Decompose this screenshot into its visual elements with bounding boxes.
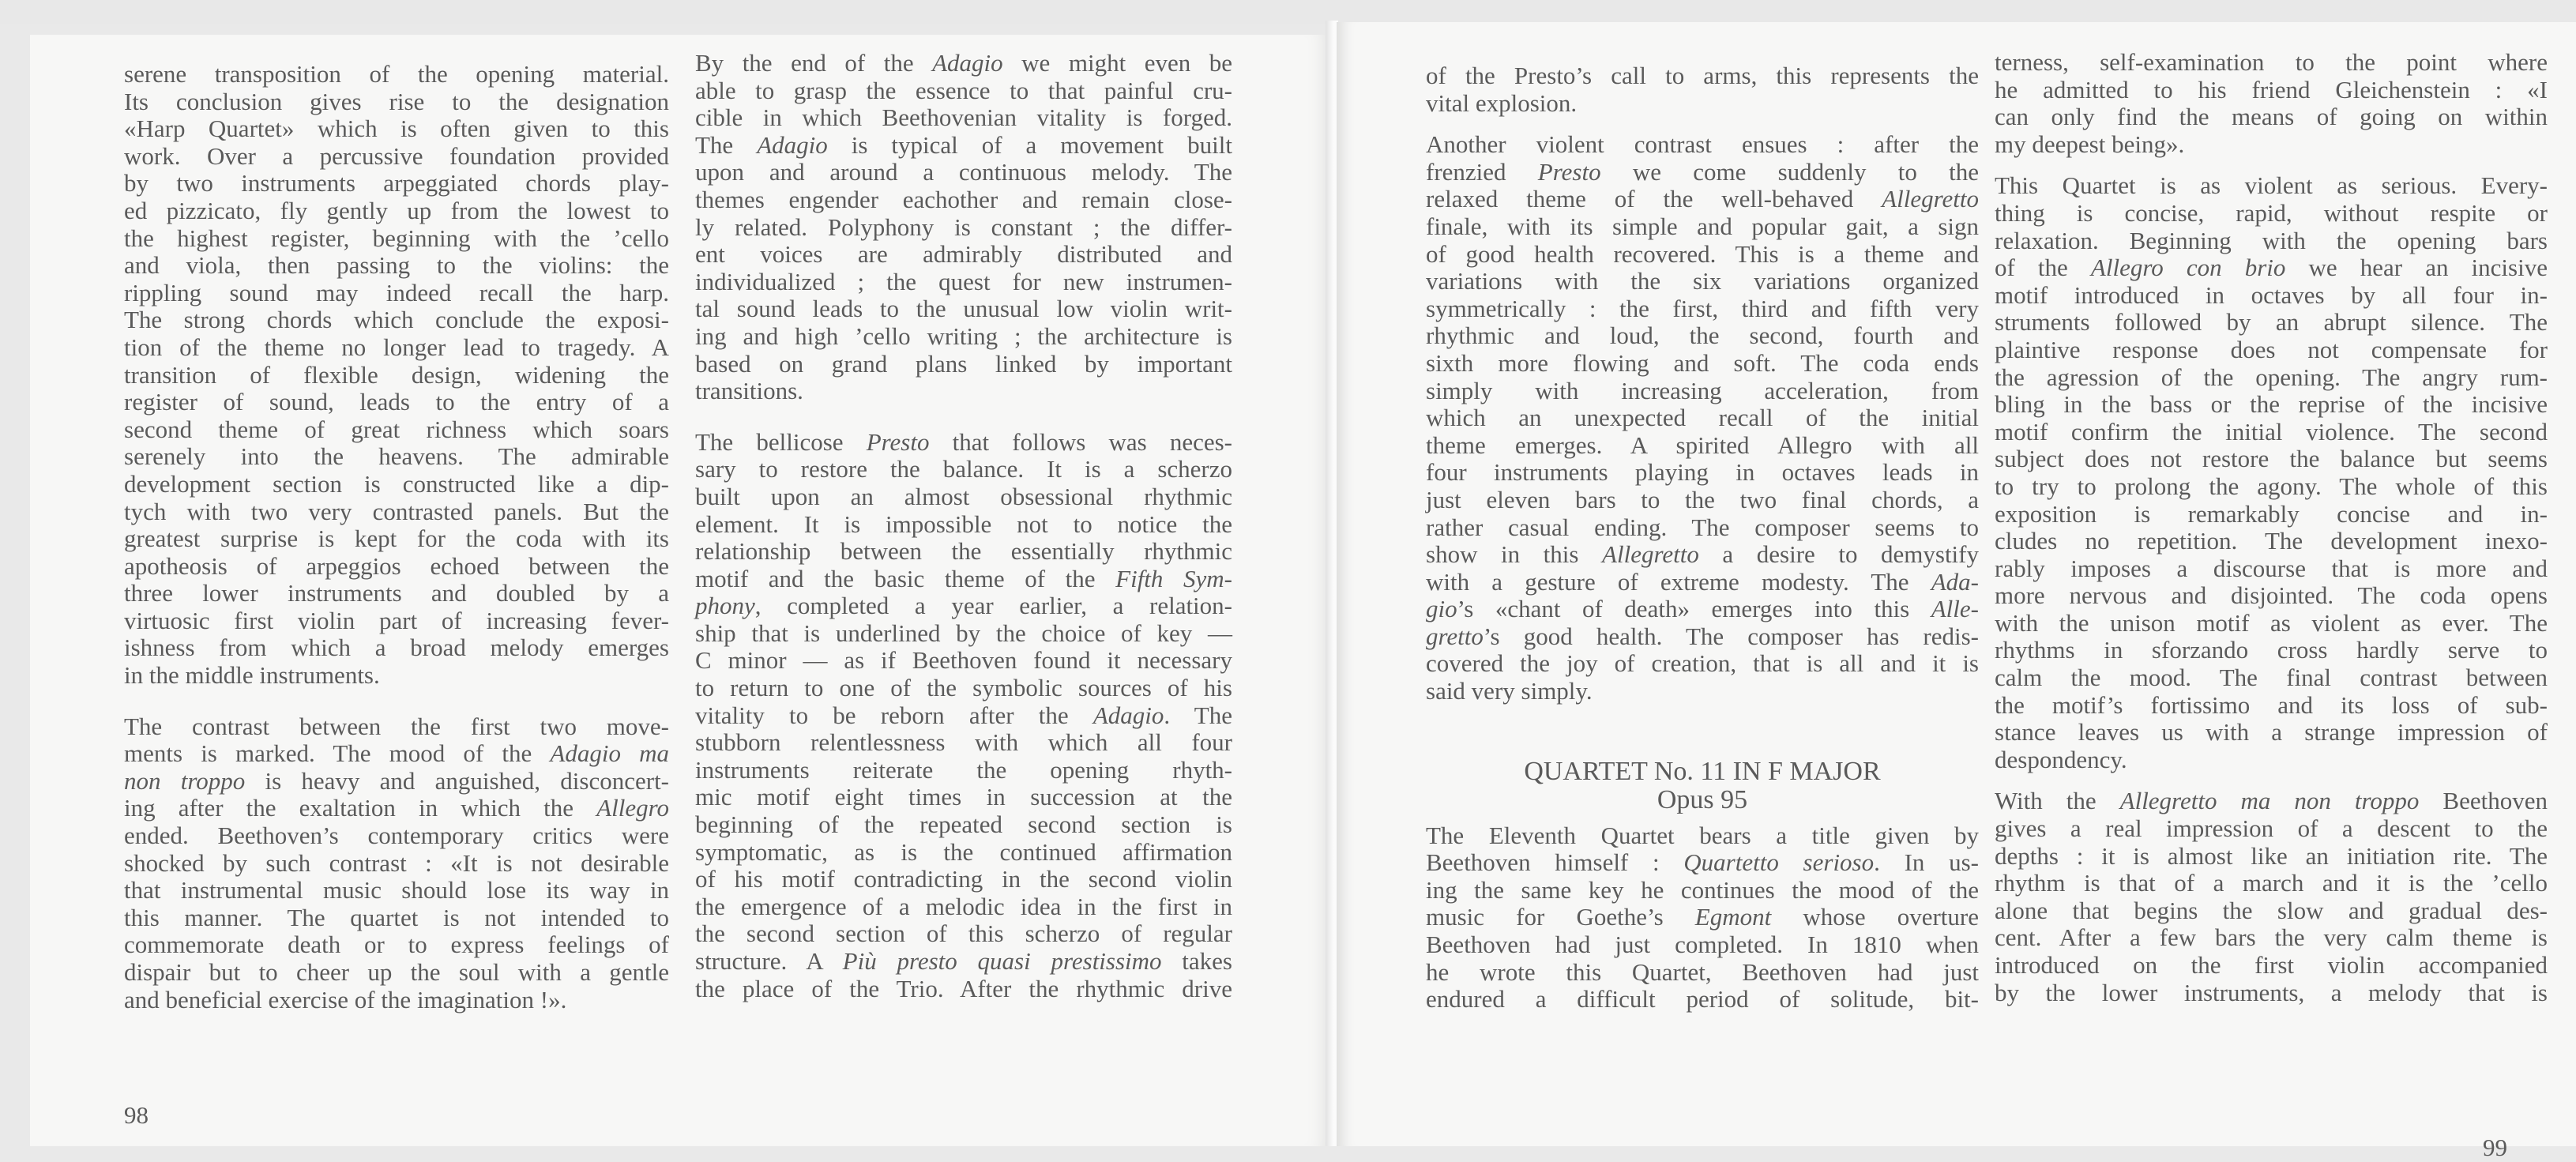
italic-term: Allegro <box>596 794 669 822</box>
text-line: apotheosis of arpeggios echoed between the <box>124 551 669 580</box>
italic-term: gio <box>1426 595 1457 623</box>
text-line <box>1426 904 1979 931</box>
text-line: stance leaves us with a strange impression of <box>1995 718 2548 746</box>
right-page <box>1337 22 2576 1161</box>
text-line: individualized ; the quest for new instrumen- <box>695 267 1232 295</box>
text-line: cludes no repetition. The development inexo- <box>1995 527 2548 555</box>
text-line: exposition is remarkably concise and in- <box>1995 499 2548 528</box>
text-line: terness, self-examination to the point where <box>1995 48 2548 76</box>
text-line: my deepest being». <box>1995 130 2185 158</box>
text-line <box>1426 849 1979 877</box>
text-line: rhythms in sforzando cross hardly serve to <box>1995 636 2548 664</box>
italic-term: Adagio <box>757 130 828 159</box>
text-run: . In us- <box>1874 848 1979 877</box>
text-line <box>695 948 1232 976</box>
text-line <box>124 740 669 768</box>
italic-term: Presto <box>866 427 930 456</box>
text-line: This Quartet is as violent as serious. Every- <box>1995 171 2548 200</box>
text-line: that instrumental music should lose its way in <box>124 876 669 904</box>
text-run: that follows was neces- <box>929 427 1232 456</box>
text-line: ed pizzicato, fly gently up from the lowest to <box>124 196 669 224</box>
text-line <box>124 795 669 822</box>
text-line: transition of flexible design, widening the <box>124 360 669 389</box>
left-column-2 <box>695 50 1232 1002</box>
text-line: alone that begins the slow and gradual des- <box>1995 896 2548 924</box>
text-line: the second section of this scherzo of regular <box>695 919 1232 948</box>
text-run: a desire to demystify <box>1698 540 1979 569</box>
text-run: music for Goethe’s <box>1426 903 1695 931</box>
text-run: With the <box>1995 787 2120 815</box>
text-line: of his motif contradicting in the second violin <box>695 865 1232 893</box>
text-line: able to grasp the essence to that painful cru- <box>695 76 1232 104</box>
text-run: we come suddenly to the <box>1600 157 1979 186</box>
text-run: with a gesture of extreme modesty. The <box>1426 567 1931 596</box>
text-line: Another violent contrast ensues : after the <box>1426 130 1979 159</box>
text-line: which an unexpected recall of the initial <box>1426 404 1979 432</box>
text-line: theme emerges. A spirited Allegro with all <box>1426 431 1979 459</box>
text-line: by two instruments arpeggiated chords play- <box>124 169 669 197</box>
text-line <box>695 566 1232 593</box>
text-line <box>695 592 1232 620</box>
text-line: vital explosion. <box>1426 88 1578 117</box>
paragraph-break <box>124 690 669 713</box>
text-line: element. It is impossible not to notice the <box>695 510 1232 538</box>
left-page <box>30 35 1333 1146</box>
left-column-1 <box>124 61 669 1013</box>
text-run: is heavy and anguished, disconcert- <box>245 766 669 795</box>
text-line: transitions. <box>695 377 803 405</box>
text-line: of good health recovered. This is a theme and <box>1426 239 1979 268</box>
text-run: ing after the exaltation in which the <box>124 794 597 822</box>
text-line: register of sound, leads to the entry of a <box>124 388 669 416</box>
text-line: Beethoven had just completed. In 1810 when <box>1426 931 1979 959</box>
right-column-2 <box>1995 49 2548 1006</box>
text-line: ent voices are admirably distributed and <box>695 240 1232 269</box>
text-line: serenely into the heavens. The admirable <box>124 442 669 471</box>
text-run: ments is marked. The mood of the <box>124 739 551 768</box>
text-line: the highest register, beginning with the ’cello <box>124 224 669 252</box>
text-line: tal sound leads to the unusual low violin writ- <box>695 295 1232 323</box>
text-line: ship that is underlined by the choice of key — <box>695 619 1232 647</box>
text-line: finale, with its simple and popular gait, a sign <box>1426 212 1979 240</box>
italic-term: phony <box>695 592 755 620</box>
text-line: rippling sound may indeed recall the harp. <box>124 278 669 306</box>
paragraph-break <box>1995 773 2548 788</box>
text-line: motif confirm the initial violence. The second <box>1995 417 2548 446</box>
text-line: «Harp Quartet» which is often given to this <box>124 115 669 143</box>
text-line: the emergence of a melodic idea in the first in <box>695 892 1232 920</box>
text-line: relaxation. Beginning with the opening bars <box>1995 226 2548 254</box>
text-run: By the end of the <box>695 49 933 77</box>
paragraph-break <box>1995 158 2548 172</box>
section-heading-opus: Opus 95 <box>1657 784 1748 814</box>
text-line: work. Over a percussive foundation provided <box>124 141 669 170</box>
text-line: gives a real impression of a descent to the <box>1995 814 2548 843</box>
text-line: introduced on the first violin accompanied <box>1995 951 2548 979</box>
text-line: ended. Beethoven’s contemporary critics were <box>124 822 669 850</box>
text-line: built upon an almost obsessional rhythmic <box>695 482 1232 510</box>
text-line: thing is concise, rapid, without respite or <box>1995 198 2548 227</box>
text-line: variations with the six variations organized <box>1426 267 1979 295</box>
text-line <box>124 768 669 795</box>
text-line: dispair but to cheer up the soul with a gentle <box>124 958 669 986</box>
text-line: three lower instruments and doubled by a <box>124 579 669 607</box>
italic-term: Allegro con brio <box>2090 254 2286 282</box>
text-line: calm the mood. The final contrast between <box>1995 664 2548 692</box>
text-run: Beethoven himself : <box>1426 848 1684 877</box>
text-line: of the Presto’s call to arms, this represents the <box>1426 62 1979 89</box>
text-line: the agression of the opening. The angry rum- <box>1995 363 2548 391</box>
text-run: frenzied <box>1426 157 1538 186</box>
text-run: vitality to be reborn after the <box>695 701 1093 729</box>
text-line: stubborn relentlessness with which all four <box>695 728 1232 757</box>
text-run: we hear an incisive <box>2285 254 2548 282</box>
text-line: four instruments playing in octaves leads in <box>1426 458 1979 487</box>
paragraph-break <box>695 405 1232 429</box>
right-column-1 <box>1426 62 1979 1013</box>
text-run: , completed a year earlier, a relation- <box>754 592 1232 620</box>
text-line: with the unison motif as violent as ever. The <box>1995 608 2548 637</box>
text-line: despondency. <box>1995 745 2127 773</box>
text-line: sixth more flowing and soft. The coda ends <box>1426 348 1979 377</box>
text-line <box>695 702 1232 730</box>
text-line: rhythmic and loud, the second, fourth and <box>1426 322 1979 350</box>
text-run: we might even be <box>1002 49 1232 77</box>
text-line <box>1426 186 1979 213</box>
text-line: commemorate death or to express feelings of <box>124 931 669 959</box>
text-line: just eleven bars to the two final chords, a <box>1426 485 1979 513</box>
text-line: he admitted to his friend Gleichenstein : «I <box>1995 75 2548 103</box>
text-line: struments followed by an abrupt silence. The <box>1995 308 2548 337</box>
italic-term: Adagio <box>1092 701 1164 729</box>
text-line: ishness from which a broad melody emerges <box>124 634 669 662</box>
text-line: C minor — as if Beethoven found it necessary <box>695 646 1232 675</box>
section-heading-title: QUARTET No. 11 IN F MAJOR <box>1524 756 1881 786</box>
text-run: show in this <box>1426 540 1603 569</box>
text-run: The bellicose <box>695 427 867 456</box>
text-line <box>1426 569 1979 596</box>
text-run: motif and the basic theme of the <box>695 564 1116 592</box>
text-line: instruments reiterate the opening rhyth- <box>695 755 1232 784</box>
text-line: he wrote this Quartet, Beethoven had just <box>1426 957 1979 986</box>
text-line: rhythm is that of a march and it is the ’cello <box>1995 869 2548 897</box>
text-line: to return to one of the symbolic sources of his <box>695 674 1232 702</box>
text-line <box>695 132 1232 160</box>
text-line: ly related. Polyphony is constant ; the differ- <box>695 212 1232 241</box>
page-number-left: 98 <box>124 1101 149 1129</box>
text-line: serene transposition of the opening material. <box>124 60 669 88</box>
text-line: themes engender eachother and remain close- <box>695 185 1232 213</box>
text-line: greatest surprise is kept for the coda with its <box>124 525 669 553</box>
text-line: said very simply. <box>1426 677 1593 705</box>
italic-term: Egmont <box>1694 903 1772 931</box>
italic-term: Fifth Sym- <box>1115 564 1232 592</box>
scan-background <box>0 0 2576 24</box>
text-line: by the lower instruments, a melody that is <box>1995 978 2548 1006</box>
italic-term: Quartetto serioso <box>1683 848 1875 877</box>
text-line: the motif’s fortissimo and its loss of sub- <box>1995 690 2548 719</box>
text-line <box>695 50 1232 77</box>
right-column-1-top <box>1426 62 1979 705</box>
text-run: of the <box>1995 254 2091 282</box>
text-line: The contrast between the first two move- <box>124 712 669 740</box>
text-line: cent. After a few bars the very calm theme is <box>1995 923 2548 952</box>
italic-term: Allegretto ma non troppo <box>2119 787 2420 815</box>
text-line: rably imposes a discourse that is more and <box>1995 554 2548 582</box>
text-line: the place of the Trio. After the rhythmic drive <box>695 974 1232 1002</box>
right-column-1-bottom <box>1426 822 1979 1013</box>
text-line: development section is constructed like a dip- <box>124 469 669 498</box>
text-line <box>1426 541 1979 569</box>
text-line: covered the joy of creation, that is all and it is <box>1426 649 1979 678</box>
text-line: Its conclusion gives rise to the designation <box>124 87 669 115</box>
text-line: sary to restore the balance. It is a scherzo <box>695 455 1232 483</box>
text-run: whose overture <box>1771 903 1979 931</box>
text-line: second theme of great richness which soars <box>124 415 669 443</box>
text-line: tych with two very contrasted panels. But the <box>124 497 669 525</box>
text-run: Beethoven <box>2419 787 2548 815</box>
text-line: bling in the bass or the reprise of the incisive <box>1995 390 2548 419</box>
text-line: can only find the means of going on within <box>1995 103 2548 131</box>
text-line: relationship between the essentially rhythmic <box>695 537 1232 566</box>
text-line: and beneficial exercise of the imagination !». <box>124 985 567 1013</box>
italic-term: Adagio <box>932 49 1003 77</box>
text-run: ’s good health. The composer has redis- <box>1483 622 1979 650</box>
text-line: this manner. The quartet is not intended to <box>124 903 669 931</box>
text-run: ’s «chant of death» emerges into this <box>1457 595 1931 623</box>
italic-term: Ada- <box>1931 567 1979 596</box>
text-line: upon and around a continuous melody. The <box>695 158 1232 186</box>
text-line: to try to prolong the agony. The whole of this <box>1995 472 2548 500</box>
paragraph-break <box>1426 117 1979 131</box>
text-line: plaintive response does not compensate for <box>1995 335 2548 363</box>
text-run: structure. A <box>695 947 843 975</box>
text-line: virtuosic first violin part of increasing fever- <box>124 606 669 634</box>
text-line: simply with increasing acceleration, from <box>1426 376 1979 404</box>
text-line: subject does not restore the balance but seems <box>1995 445 2548 473</box>
italic-term: non troppo <box>124 766 246 795</box>
text-run: relaxed theme of the well-behaved <box>1426 185 1882 213</box>
text-line: in the middle instruments. <box>124 661 380 690</box>
text-line <box>1995 788 2548 815</box>
text-line: depths : it is almost like an initiation rite. The <box>1995 841 2548 870</box>
text-line: cible in which Beethovenian vitality is forged. <box>695 103 1232 132</box>
italic-term: Presto <box>1537 157 1601 186</box>
text-line: and viola, then passing to the violins: the <box>124 251 669 280</box>
text-line <box>695 429 1232 457</box>
text-line: shocked by such contrast : «It is not desirable <box>124 848 669 877</box>
text-line <box>1426 596 1979 623</box>
page-number-right: 99 <box>2483 1134 2507 1161</box>
text-line <box>1426 623 1979 651</box>
text-line <box>1995 254 2548 282</box>
text-line: beginning of the repeated second section is <box>695 810 1232 839</box>
text-run: The <box>695 130 758 159</box>
italic-term: Allegretto <box>1602 540 1699 569</box>
text-line: rather casual ending. The composer seems to <box>1426 513 1979 541</box>
text-line: The Eleventh Quartet bears a title given by <box>1426 821 1979 849</box>
text-run: is typical of a movement built <box>827 130 1232 159</box>
text-run: . The <box>1164 701 1232 729</box>
text-line: motif introduced in octaves by all four in- <box>1995 280 2548 309</box>
text-line: symptomatic, as is the continued affirmation <box>695 837 1232 866</box>
text-line: based on grand plans linked by important <box>695 349 1232 378</box>
italic-term: Più presto quasi prestissimo <box>842 947 1162 975</box>
italic-term: Alle- <box>1931 595 1979 623</box>
italic-term: gretto <box>1426 622 1484 650</box>
text-line: The strong chords which conclude the exposi- <box>124 306 669 334</box>
text-line: tion of the theme no longer lead to tragedy. A <box>124 333 669 361</box>
text-line <box>1426 159 1979 186</box>
text-line: endured a difficult period of solitude, bit- <box>1426 985 1979 1013</box>
text-line: more nervous and disjointed. The coda opens <box>1995 581 2548 610</box>
text-line: symmetrically : the first, third and fifth very <box>1426 294 1979 322</box>
text-line: ing the same key he continues the mood of the <box>1426 875 1979 904</box>
italic-term: Allegretto <box>1882 185 1979 213</box>
italic-term: Adagio ma <box>550 739 670 768</box>
text-line: mic motif eight times in succession at the <box>695 783 1232 811</box>
text-run: takes <box>1161 947 1232 975</box>
text-line: ing and high ’cello writing ; the architecture is <box>695 322 1232 350</box>
